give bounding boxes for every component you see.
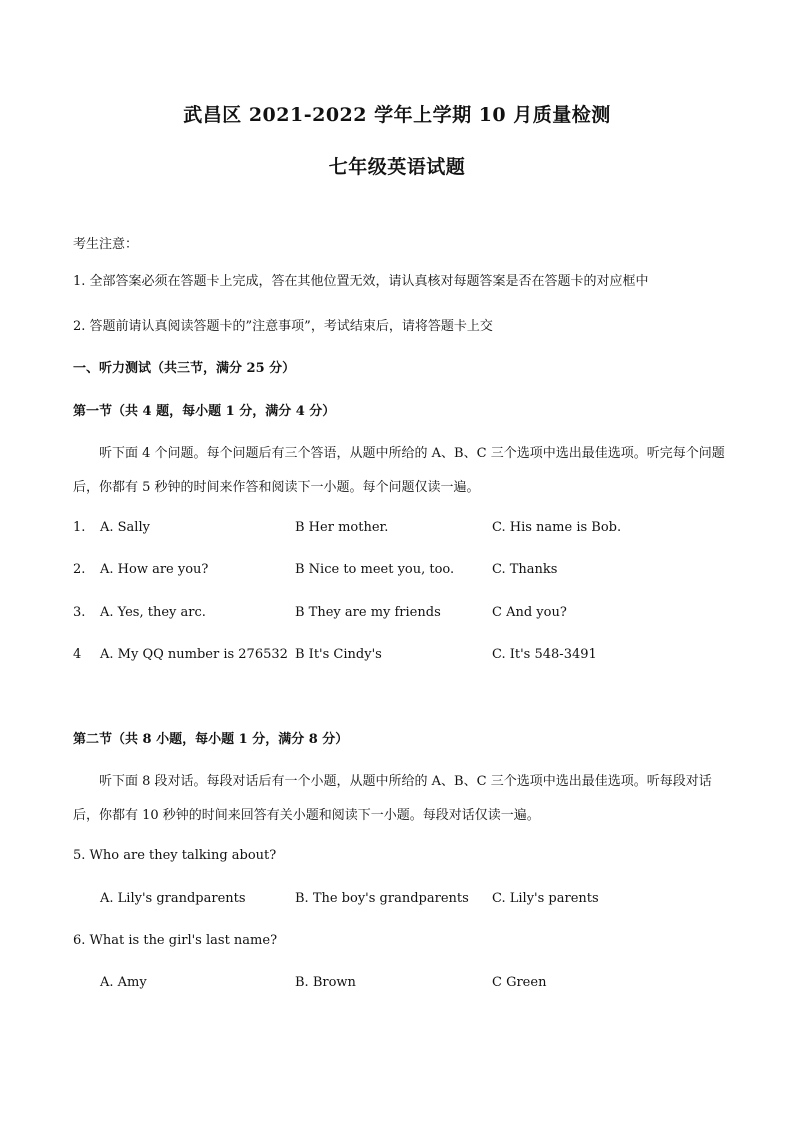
question-stem: 6. What is the girl's last name? [73,933,278,948]
option-c: C And you? [492,605,567,620]
option-a: A. How are you? [100,562,209,577]
option-a: A. My QQ number is 276532 [100,647,288,662]
notice-item-1: 1. 全部答案必须在答题卡上完成，答在其他位置无效，请认真核对每题答案是否在答题卡的对应框中 [73,274,649,289]
notice-item-2: 2. 答题前请认真阅读答题卡的”注意事项”，考试结束后，请将答题卡上交 [73,319,493,334]
option-b: B. The boy's grandparents [295,891,469,906]
question-row [73,646,733,664]
exam-title: 武昌区 2021-2022 学年上学期 10 月质量检测 [183,104,611,126]
question-stem: 5. Who are they talking about? [73,848,277,863]
question-row [73,519,733,537]
option-a: A. Lily's grandparents [100,891,246,906]
section1-heading: 第一节（共 4 题，每小题 1 分，满分 4 分） [73,404,336,419]
option-c: C Green [492,975,547,990]
option-c: C. Thanks [492,562,558,577]
question-row [73,561,733,579]
question-number: 1. [73,520,86,535]
options-row [73,890,733,908]
question-number: 4 [73,647,82,662]
part1-heading: 一、听力测试（共三节，满分 25 分） [73,361,296,376]
question-number: 2. [73,562,86,577]
notice-heading: 考生注意： [73,237,139,252]
section2-instructions: 听下面 8 段对话。每段对话后有一个小题，从题中所给的 A、B、C 三个选项中选出最佳选项。听每段对话后，你都有 10 秒钟的时间来回答有关小题和阅读下一小题。每段对话仅读一遍。 [73,774,712,823]
section2-heading: 第二节（共 8 小题，每小题 1 分，满分 8 分） [73,732,349,747]
exam-subtitle: 七年级英语试题 [328,156,466,178]
section1-instructions: 听下面 4 个问题。每个问题后有三个答语，从题中所给的 A、B、C 三个选项中选出最佳选项。听完每个问题后，你都有 5 秒钟的时间来作答和阅读下一小题。每个问题仅读一遍。 [73,446,725,495]
option-a: A. Sally [100,520,150,535]
option-c: C. His name is Bob. [492,520,622,535]
option-b: B They are my friends [295,605,441,620]
option-b: B Nice to meet you, too. [295,562,455,577]
option-a: A. Yes, they arc. [100,605,206,620]
option-c: C. Lily's parents [492,891,599,906]
option-b: B. Brown [295,975,356,990]
options-row [73,974,733,992]
question-number: 3. [73,605,86,620]
option-b: B Her mother. [295,520,389,535]
question-row [73,604,733,622]
option-b: B It's Cindy's [295,647,382,662]
option-a: A. Amy [100,975,147,990]
option-c: C. It's 548-3491 [492,647,597,662]
